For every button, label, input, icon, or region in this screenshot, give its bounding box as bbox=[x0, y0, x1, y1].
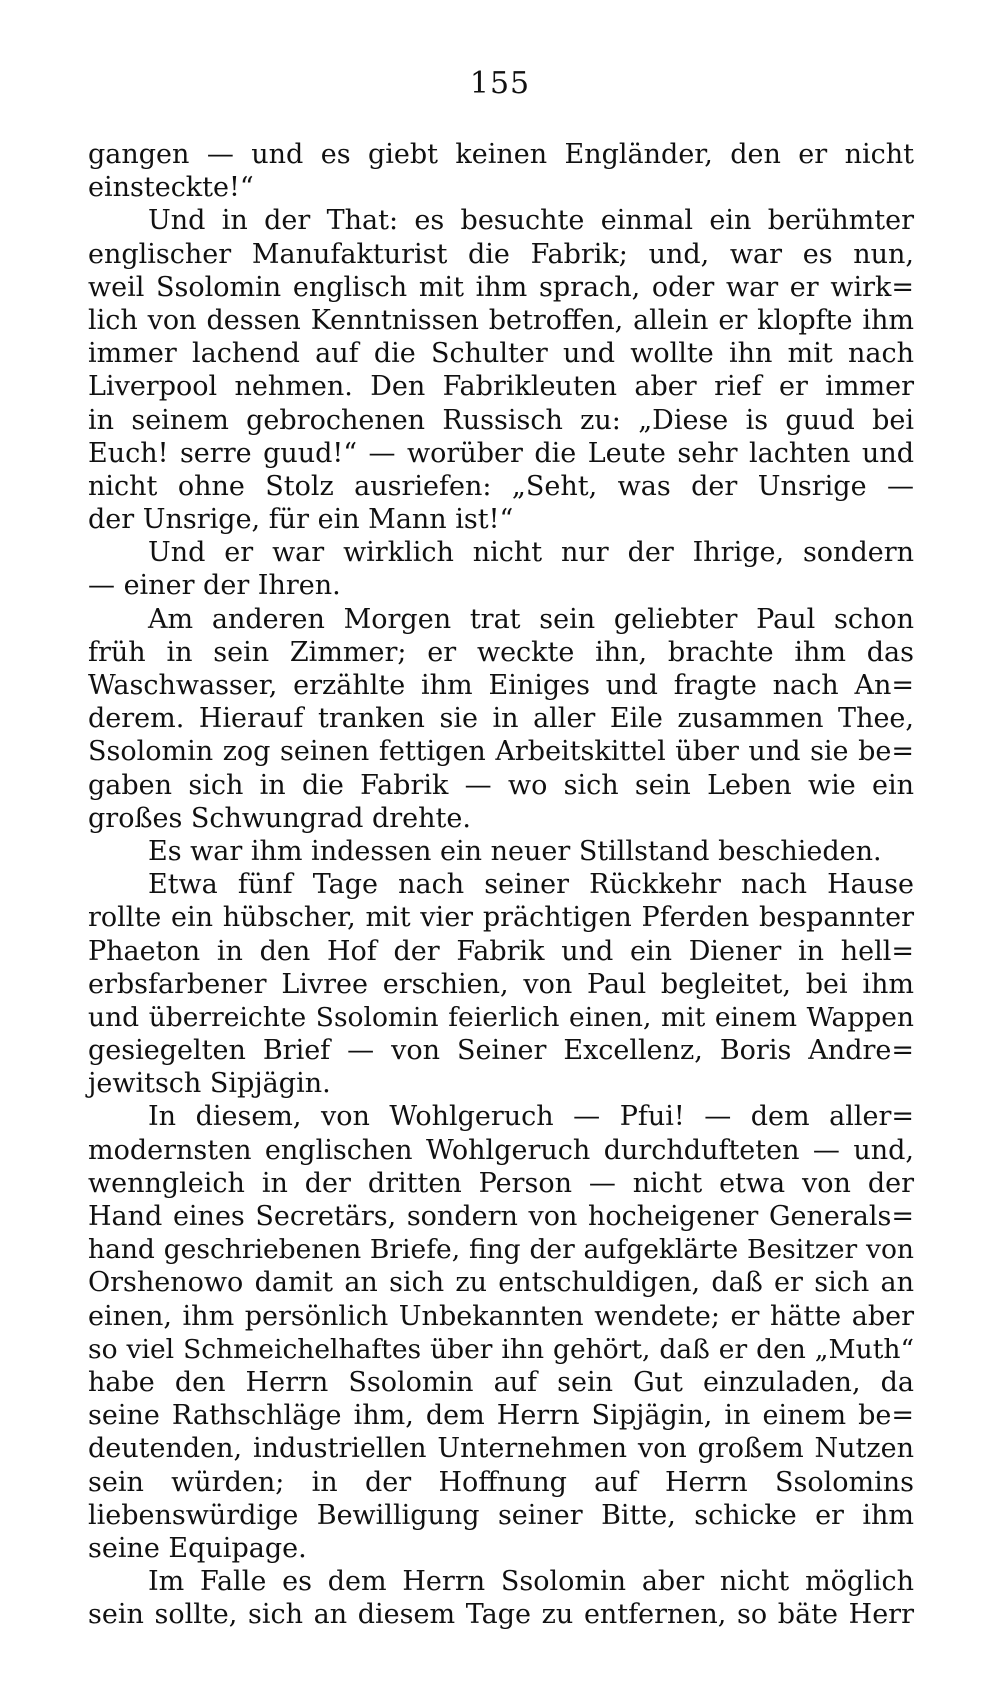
text-line: hand geschriebenen Briefe, fing der aufgeklärte Besitzer von bbox=[88, 1234, 914, 1266]
text-line: sein sollte, sich an diesem Tage zu entfernen, so bäte Herr bbox=[88, 1599, 914, 1631]
text-line: jewitsch Sipjägin. bbox=[88, 1068, 331, 1100]
text-line: Euch! serre guud!“ — worüber die Leute sehr lachten und bbox=[88, 437, 914, 469]
text-line: Waschwasser, erzählte ihm Einiges und fragte nach An= bbox=[88, 670, 914, 701]
text-line: Im Falle es dem Herrn Ssolomin aber nicht möglich bbox=[148, 1566, 914, 1598]
text-line: liebenswürdige Bewilligung seiner Bitte, schicke er ihm bbox=[88, 1499, 914, 1531]
text-line: einsteckte!“ bbox=[88, 172, 254, 204]
page-number: 155 bbox=[469, 66, 531, 101]
text-line: lich von dessen Kenntnissen betroffen, allein er klopfte ihm bbox=[88, 304, 914, 336]
text-line: nicht ohne Stolz ausriefen: „Seht, was der Unsrige — bbox=[88, 470, 914, 502]
text-line: Am anderen Morgen trat sein geliebter Paul schon bbox=[148, 603, 914, 635]
text-line: großes Schwungrad drehte. bbox=[88, 802, 471, 834]
text-line: Es war ihm indessen ein neuer Stillstand beschieden. bbox=[148, 835, 882, 867]
body-text bbox=[88, 138, 914, 1631]
text-line: einen, ihm persönlich Unbekannten wendete; er hätte aber bbox=[88, 1300, 914, 1332]
text-line: so viel Schmeichelhaftes über ihn gehört, daß er den „Muth“ bbox=[88, 1333, 914, 1365]
text-line: erbsfarbener Livree erschien, von Paul begleitet, bei ihm bbox=[88, 968, 914, 1000]
text-line: seine Equipage. bbox=[88, 1532, 307, 1564]
text-line: und überreichte Ssolomin feierlich einen, mit einem Wappen bbox=[88, 1001, 914, 1033]
text-line: Und er war wirklich nicht nur der Ihrige, sondern bbox=[148, 537, 914, 569]
text-line: seine Rathschläge ihm, dem Herrn Sipjägin, in einem be= bbox=[88, 1400, 914, 1432]
text-line: Phaeton in den Hof der Fabrik und ein Diener in hell= bbox=[88, 935, 914, 967]
text-line: — einer der Ihren. bbox=[88, 570, 341, 602]
text-line: In diesem, von Wohlgeruch — Pfui! — dem aller= bbox=[148, 1101, 914, 1133]
text-line: rollte ein hübscher, mit vier prächtigen Pferden bespannter bbox=[88, 902, 914, 934]
text-line: gangen — und es giebt keinen Engländer, den er nicht bbox=[88, 139, 914, 170]
text-line: wenngleich in der dritten Person — nicht etwa von der bbox=[88, 1167, 914, 1199]
text-line: weil Ssolomin englisch mit ihm sprach, oder war er wirk= bbox=[88, 271, 914, 303]
text-line: Ssolomin zog seinen fettigen Arbeitskittel über und sie be= bbox=[88, 736, 914, 768]
text-line: Hand eines Secretärs, sondern von hocheigener Generals= bbox=[88, 1201, 914, 1232]
text-line: Orshenowo damit an sich zu entschuldigen, daß er sich an bbox=[88, 1267, 914, 1299]
text-line: sein würden; in der Hoffnung auf Herrn Ssolomins bbox=[88, 1466, 914, 1498]
text-line: gaben sich in die Fabrik — wo sich sein Leben wie ein bbox=[88, 769, 914, 801]
text-line: Liverpool nehmen. Den Fabrikleuten aber rief er immer bbox=[88, 371, 914, 403]
text-line: habe den Herrn Ssolomin auf sein Gut einzuladen, da bbox=[88, 1366, 914, 1398]
text-line: in seinem gebrochenen Russisch zu: „Diese is guud bei bbox=[88, 404, 914, 436]
text-line: gesiegelten Brief — von Seiner Excellenz, Boris Andre= bbox=[88, 1035, 914, 1067]
text-line: immer lachend auf die Schulter und wollte ihn mit nach bbox=[88, 338, 914, 370]
text-line: englischer Manufakturist die Fabrik; und, war es nun, bbox=[88, 238, 914, 270]
text-line: modernsten englischen Wohlgeruch durchdufteten — und, bbox=[88, 1134, 914, 1166]
text-line: derem. Hierauf tranken sie in aller Eile zusammen Thee, bbox=[88, 703, 914, 735]
text-line: der Unsrige, für ein Mann ist!“ bbox=[88, 504, 514, 536]
text-line: Etwa fünf Tage nach seiner Rückkehr nach Hause bbox=[148, 869, 914, 901]
text-line: früh in sein Zimmer; er weckte ihn, brachte ihm das bbox=[88, 636, 914, 668]
text-line: deutenden, industriellen Unternehmen von großem Nutzen bbox=[88, 1433, 914, 1465]
text-line: Und in der That: es besuchte einmal ein berühmter bbox=[148, 205, 914, 237]
